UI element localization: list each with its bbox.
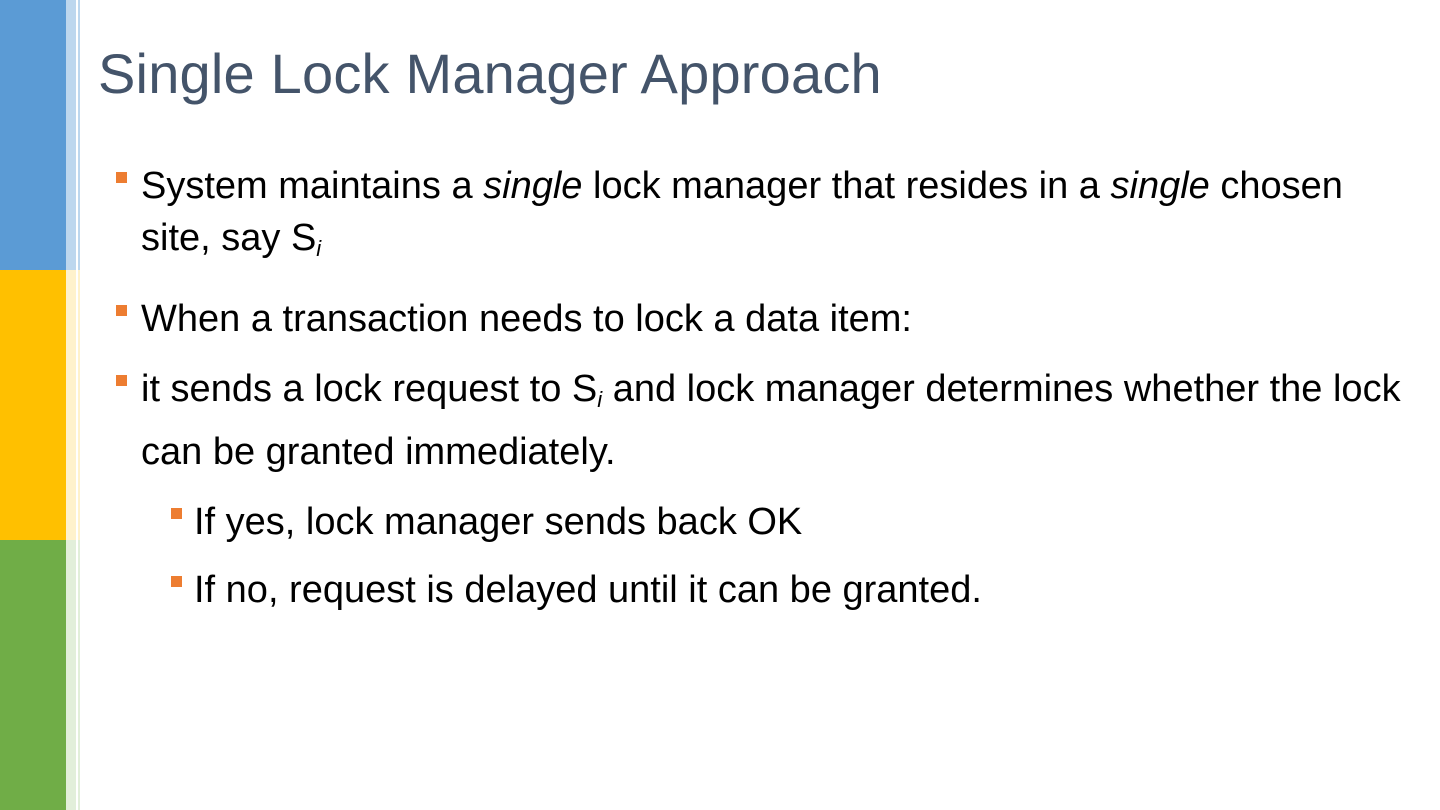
bullet-square-icon (171, 508, 182, 519)
bullet-square-icon (171, 576, 182, 587)
bullet-item-single-lock-manager (112, 160, 1412, 275)
bullet-text: If yes, lock manager sends back OK (194, 501, 803, 543)
blue-band-solid (0, 0, 66, 270)
yellow-band-solid (0, 270, 66, 540)
sub-bullet-item-yes (165, 496, 1412, 548)
bullet-emphasis: single (1110, 165, 1210, 207)
left-bar-blue-band (0, 0, 84, 270)
green-band-solid (0, 540, 66, 810)
bullet-square-icon (116, 375, 127, 386)
bullet-list (112, 160, 1412, 632)
sub-bullet-item-no (165, 564, 1412, 616)
blue-band-edge (78, 0, 80, 270)
bullet-text: System maintains a (141, 165, 484, 207)
left-bar-green-band (0, 540, 84, 810)
slide-title: Single Lock Manager Approach (98, 42, 882, 105)
bullet-text: and lock manager determines whether the lock can be granted immediately. (141, 368, 1401, 473)
bullet-text: it sends a lock request to S (141, 368, 598, 410)
left-bar-yellow-band (0, 270, 84, 540)
yellow-band-tint (66, 270, 76, 540)
bullet-text: When a transaction needs to lock a data item: (141, 298, 912, 340)
green-band-tint (66, 540, 76, 810)
bullet-text: chosen site, say S (141, 165, 1343, 259)
bullet-emphasis: single (483, 165, 583, 207)
blue-band-tint (66, 0, 76, 270)
bullet-text: If no, request is delayed until it can be granted. (194, 569, 982, 611)
bullet-square-icon (116, 305, 127, 316)
bullet-square-icon (116, 172, 127, 183)
left-color-bar (0, 0, 84, 810)
bullet-item-lock-request (112, 363, 1412, 478)
yellow-band-edge (78, 270, 80, 540)
subscript: i (316, 236, 322, 261)
bullet-text: lock manager that resides in a (582, 165, 1111, 207)
bullet-item-transaction-lock (112, 293, 1412, 345)
subscript: i (597, 387, 603, 412)
green-band-edge (78, 540, 80, 810)
